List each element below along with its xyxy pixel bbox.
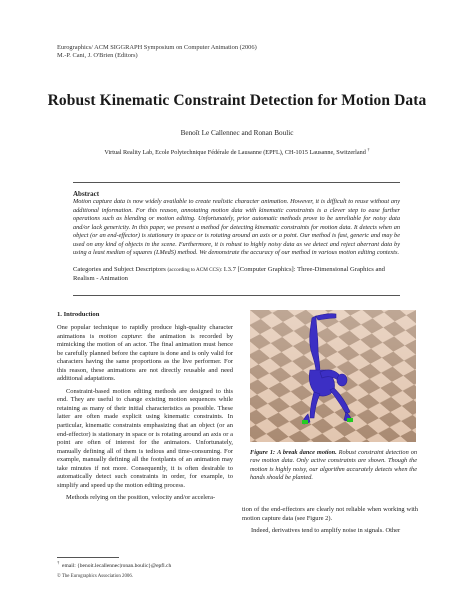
venue-header [57, 44, 257, 60]
affiliation-text: Virtual Reality Lab, Ecole Polytechnique Fédérale de Lausanne (EPFL), CH-1015 Lausanne, Switzerland [104, 149, 366, 157]
footnote-text: email: {benoit.lecallennec|ronan.boulic}@epfl.ch [62, 562, 172, 569]
abstract-text: Motion capture data is now widely available to create realistic character animation. However, it is difficult to reuse without any additional information. For this reason, annotating motion data with kinematic constraints is a clever step to ease further operations such as blending or motion editing. Unfortunately, prior automatic methods prove to be unreliable for noisy data and/or lack genericity. In this paper, we present a method for detecting kinematic constraints for motion data. It detects when an object (or an end-effector) is stationary in space or is rotating around an axis or a point. Our method is fast, generic and may be used on any kind of objects in the scene. Furthermore, it is robust to highly noisy data as we detect and reject aberrant data by using a least median of squares (LMedS) method. We demonstrate the accuracy of our method in various motion editing contexts. [73, 198, 400, 257]
figure-1-image [250, 310, 416, 442]
figure-caption-text: Robust constraint detection on raw motion data. Only active constraints are shown. Though the motion is highly noisy, our algorithm accurately detects when the hands should be planted. [250, 449, 417, 482]
categories-label: Categories and Subject Descriptors [73, 266, 166, 273]
venue-line-1: Eurographics/ ACM SIGGRAPH Symposium on Computer Animation (2006) [57, 44, 257, 51]
abstract-bottom-rule [73, 295, 400, 296]
categories-note: (according to ACM CCS): [167, 267, 223, 273]
abstract-heading: Abstract [73, 190, 100, 198]
constraint-marker-right-hand [347, 418, 353, 422]
figure-2-link[interactable]: Figure 2 [306, 514, 329, 522]
abstract-top-rule [73, 182, 400, 183]
copyright: © The Eurographics Association 2006. [57, 574, 134, 579]
left-column [57, 324, 233, 503]
venue-line-2: M.-P. Cani, J. O'Brien (Editors) [57, 52, 138, 60]
intro-paragraph-1: One popular technique to rapidly produce high-quality character animations is motion capture: the animation is recorded by mimicking the motion of an actor. The final animation must hence be carefully planned before the capture is done and is only valid for characters having the same proportions as the live performer. For this reason, these animations are not directly reusable and need additional adaptations. [57, 324, 233, 383]
authors: Benoît Le Callennec and Ronan Boulic [180, 129, 294, 137]
figure-1-caption [250, 449, 417, 483]
section-heading-introduction: 1. Introduction [57, 311, 100, 318]
right-column [242, 506, 418, 536]
footnote [57, 560, 171, 569]
break-dance-render [250, 310, 416, 442]
affiliation-mark: † [367, 147, 370, 152]
right-paragraph-2: Indeed, derivatives tend to amplify noise in signals. Other [251, 527, 401, 535]
categories-text: I.3.7 [Computer Graphics]: Three-Dimensional Graphics and Realism - Animation [73, 266, 385, 282]
figure-label: Figure 1: [250, 449, 276, 456]
right-paragraph-1: tion of the end-effectors are clearly not reliable when working with motion capture data (see Figure 2). [242, 506, 418, 522]
figure-title: A break dance motion. [277, 449, 337, 456]
intro-paragraph-3: Methods relying on the position, velocity and/or accelera- [66, 494, 216, 502]
intro-paragraph-2: Constraint-based motion editing methods are designed to this end. They are useful to change existing motion sequences while retaining as many of their initial characteristics as possible. These latter are often made explicit using kinematic constraints. In particular, kinematic constraints emphasizing that an object (or an end-effector) is stationary in space or is rotating around an axis or a point are often of interest for the animators. Unfortunately, manually defining all of them is tedious and time-consuming. For example, manually defining all the footplants of an animation may take minutes if not more. Consequently, it is often desirable to automatically detect such constraints in order, for example, to simplify and speed up the motion editing process. [57, 387, 233, 489]
constraint-marker-left-hand [302, 420, 308, 424]
emphasis-motion-capture: motion capture [98, 332, 141, 340]
footnote-rule [57, 557, 119, 558]
paper-title: Robust Kinematic Constraint Detection for Motion Data [47, 92, 427, 109]
affiliation [0, 147, 474, 156]
categories [73, 266, 400, 283]
footnote-mark: † [57, 560, 60, 565]
